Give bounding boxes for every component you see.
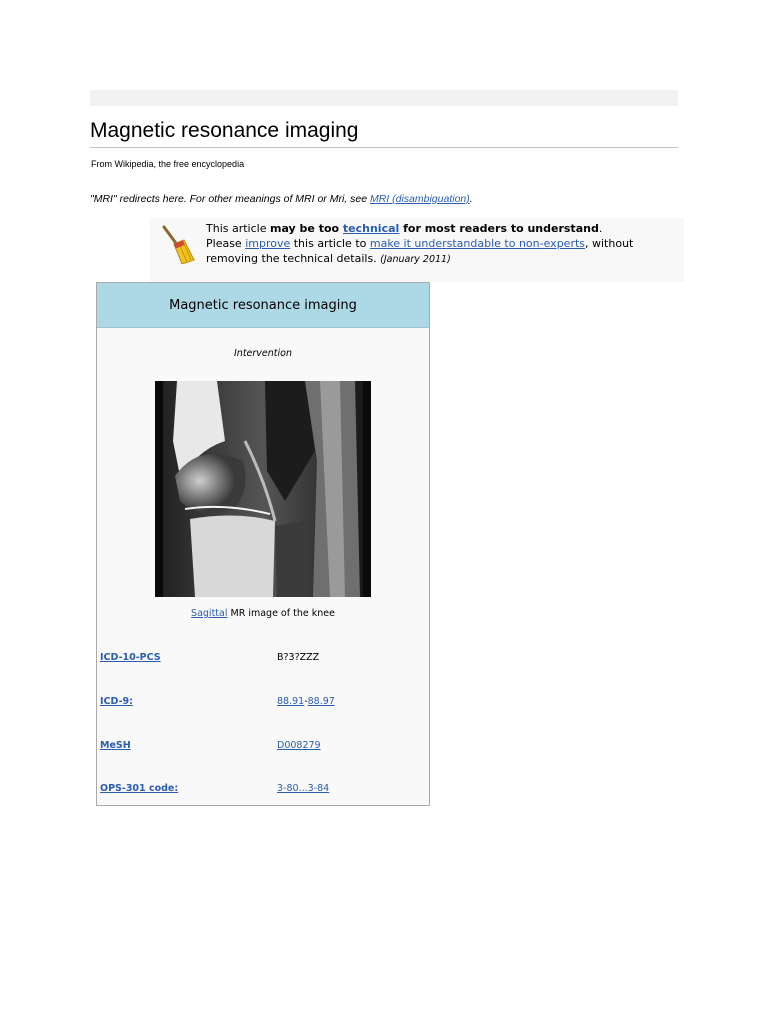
knee-mri-image[interactable]: [155, 381, 371, 597]
infobox-header: Magnetic resonance imaging: [97, 283, 429, 328]
infobox-row-ops301: [100, 783, 426, 799]
technical-link[interactable]: technical: [342, 222, 400, 235]
mesh-label-link[interactable]: MeSH: [100, 740, 131, 751]
infobox-row-icd9: [100, 696, 426, 712]
icd10pcs-value: B?3?ZZZ: [277, 652, 320, 663]
icd9-value: [277, 696, 335, 707]
notice-line-1: [206, 221, 676, 236]
caption-text: MR image of the knee: [227, 608, 335, 619]
icd9-value-link-start[interactable]: 88.91: [277, 696, 305, 707]
notice-text-part: Please: [206, 237, 246, 250]
notice-text-part: .: [598, 222, 603, 235]
from-line: From Wikipedia, the free encyclopedia: [91, 159, 245, 169]
hatnote-text: "MRI" redirects here. For other meanings of MRI or Mri, see: [90, 193, 370, 205]
infobox-row-icd10pcs: [100, 652, 426, 668]
hatnote: [90, 193, 473, 205]
infobox-row-mesh: [100, 740, 426, 756]
broom-icon: [160, 224, 196, 264]
notice-line-3: [206, 251, 676, 267]
notice-text-part: removing the technical details.: [206, 252, 381, 265]
infobox: [96, 282, 430, 806]
improve-link[interactable]: improve: [245, 237, 291, 250]
notice-date: (January 2011): [380, 254, 451, 265]
notice-bold-part: for most readers to understand: [399, 222, 599, 235]
sagittal-link[interactable]: Sagittal: [191, 608, 228, 619]
icd10pcs-label-link[interactable]: ICD-10-PCS: [100, 652, 161, 663]
icd9-value-link-end[interactable]: 88.97: [307, 696, 335, 707]
page-title: Magnetic resonance imaging: [90, 119, 678, 148]
disambiguation-link[interactable]: MRI (disambiguation): [369, 193, 470, 205]
notice-line-2: [206, 236, 676, 251]
make-understandable-link[interactable]: make it understandable to non-experts: [369, 237, 586, 250]
mesh-value-link[interactable]: D008279: [277, 740, 321, 751]
notice-text-part: this article to: [290, 237, 370, 250]
hatnote-suffix: .: [469, 193, 473, 205]
image-caption: [97, 608, 429, 619]
notice-text-part: This article: [206, 222, 270, 235]
notice-text-part: , without: [585, 237, 634, 250]
ops301-value-link[interactable]: 3-80...3-84: [277, 783, 330, 794]
technical-notice-text: [206, 221, 676, 267]
icd9-value-sep: -: [304, 696, 308, 707]
top-banner-bar: [90, 90, 678, 106]
notice-bold-part: may be too: [269, 222, 343, 235]
icd9-label-link[interactable]: ICD-9:: [100, 696, 133, 707]
ops301-label-link[interactable]: OPS-301 code:: [100, 783, 179, 794]
infobox-subheader: Intervention: [234, 348, 292, 359]
